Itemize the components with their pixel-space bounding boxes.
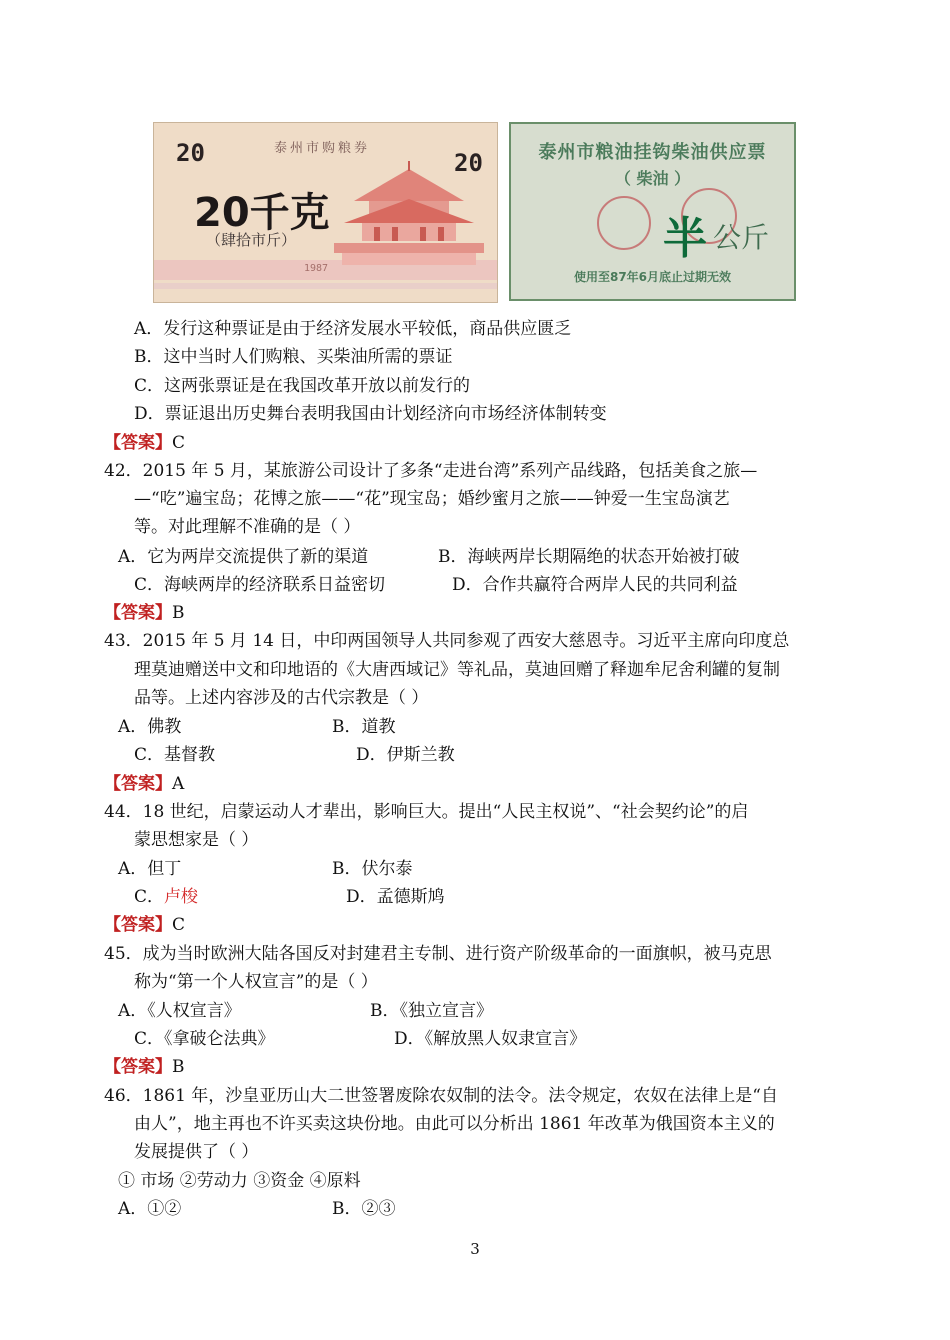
option-b: B．《独立宣言》 [370, 1001, 493, 1021]
question-text: 发展提供了（ ） [134, 1142, 259, 1162]
answer-line [104, 1055, 185, 1079]
answer-line [104, 431, 185, 455]
question-text: 43．2015 年 5 月 14 日，中印两国领导人共同参观了西安大慈恩寺。习近平主席向印度总 [104, 631, 790, 651]
answer-line [104, 601, 185, 625]
option-c: C．这两张票证是在我国改革开放以前发行的 [134, 376, 471, 396]
option-b: B．②③ [332, 1199, 396, 1219]
option-a: A．《人权宣言》 [118, 1001, 241, 1021]
option-d: D．伊斯兰教 [356, 745, 455, 765]
answer-value: C [172, 915, 186, 935]
ticket-amount: 半 [663, 213, 707, 264]
ticket-footer: 使用至87年6月底止过期无效 [573, 270, 732, 284]
option-a: A．①② [118, 1199, 182, 1219]
answer-label: 【答案】 [104, 915, 172, 935]
ticket-corner-number: 20 [454, 149, 483, 177]
option-c [134, 885, 198, 909]
answer-value: B [172, 1057, 185, 1077]
option-d: D．《解放黑人奴隶宣言》 [394, 1029, 587, 1049]
option-d: D．孟德斯鸠 [346, 887, 445, 907]
answer-value: C [172, 433, 186, 453]
page-number: 3 [470, 1240, 480, 1258]
ticket-corner-number: 20 [176, 139, 205, 167]
ticket-title: 泰州市粮油挂钩柴油供应票 [538, 142, 767, 163]
question-text: 45．成为当时欧洲大陆各国反对封建君主专制、进行资产阶级革命的一面旗帜，被马克思 [104, 944, 772, 964]
pagoda-icon [334, 161, 484, 286]
answer-label: 【答案】 [104, 433, 172, 453]
option-a: A．但丁 [118, 859, 182, 879]
answer-label: 【答案】 [104, 1057, 172, 1077]
question-text: 理莫迪赠送中文和印地语的《大唐西域记》等礼品，莫迪回赠了释迦牟尼舍利罐的复制 [134, 660, 780, 680]
ticket-subtitle: （ 柴油 ） [614, 169, 691, 188]
option-c-label: C． [134, 887, 165, 907]
ticket-amount-caps: （肆拾市斤） [206, 231, 297, 249]
option-b: B．伏尔泰 [332, 859, 413, 879]
question-text: 42．2015 年 5 月，某旅游公司设计了多条“走进台湾”系列产品线路，包括美食之旅— [104, 461, 758, 481]
answer-value: B [172, 603, 185, 623]
seal-stamp-icon [597, 196, 651, 250]
question-text: 称为“第一个人权宣言”的是（ ） [134, 972, 378, 992]
option-a: A．发行这种票证是由于经济发展水平较低，商品供应匮乏 [134, 319, 572, 339]
option-a: A．它为两岸交流提供了新的渠道 [118, 547, 369, 567]
question-text: 蒙思想家是（ ） [134, 830, 259, 850]
option-c: C．海峡两岸的经济联系日益密切 [134, 575, 386, 595]
question-text: 46．1861 年，沙皇亚历山大二世签署废除农奴制的法令。法令规定，农奴在法律上是“自 [104, 1086, 778, 1106]
option-d: D．合作共赢符合两岸人民的共同利益 [452, 575, 738, 595]
ticket-amount: 20千克 [194, 190, 330, 236]
ticket-unit: 公斤 [713, 221, 770, 254]
option-a: A．佛教 [118, 717, 182, 737]
option-c: C．基督教 [134, 745, 216, 765]
answer-label: 【答案】 [104, 774, 172, 794]
ticket-year: 1987 [304, 263, 329, 274]
question-text: 44．18 世纪，启蒙运动人才辈出，影响巨大。提出“人民主权说”、“社会契约论”的启 [104, 802, 749, 822]
option-b: B．这中当时人们购粮、买柴油所需的票证 [134, 347, 453, 367]
grain-ticket-image [153, 122, 498, 303]
option-c-text: 卢梭 [164, 887, 199, 907]
answer-line [104, 913, 185, 937]
option-c: C．《拿破仑法典》 [134, 1029, 275, 1049]
option-d: D．票证退出历史舞台表明我国由计划经济向市场经济体制转变 [134, 404, 607, 424]
answer-value: A [172, 774, 185, 794]
ticket-title: 泰州市购粮券 [274, 141, 371, 156]
question-text: 由人”，地主再也不许买卖这块份地。由此可以分析出 1861 年改革为俄国资本主义的 [134, 1114, 775, 1134]
option-b: B．海峡两岸长期隔绝的状态开始被打破 [438, 547, 740, 567]
question-text: 品等。上述内容涉及的古代宗教是（ ） [134, 688, 429, 708]
question-text: —“吃”遍宝岛；花博之旅——“花”现宝岛；婚纱蜜月之旅——钟爱一生宝岛演艺 [134, 489, 730, 509]
answer-line [104, 772, 184, 796]
answer-label: 【答案】 [104, 603, 172, 623]
choice-items: ① 市场 ②劳动力 ③资金 ④原料 [118, 1171, 361, 1191]
question-text: 等。对此理解不准确的是（ ） [134, 517, 361, 537]
option-b: B．道教 [332, 717, 396, 737]
diesel-ticket-image [509, 122, 796, 301]
